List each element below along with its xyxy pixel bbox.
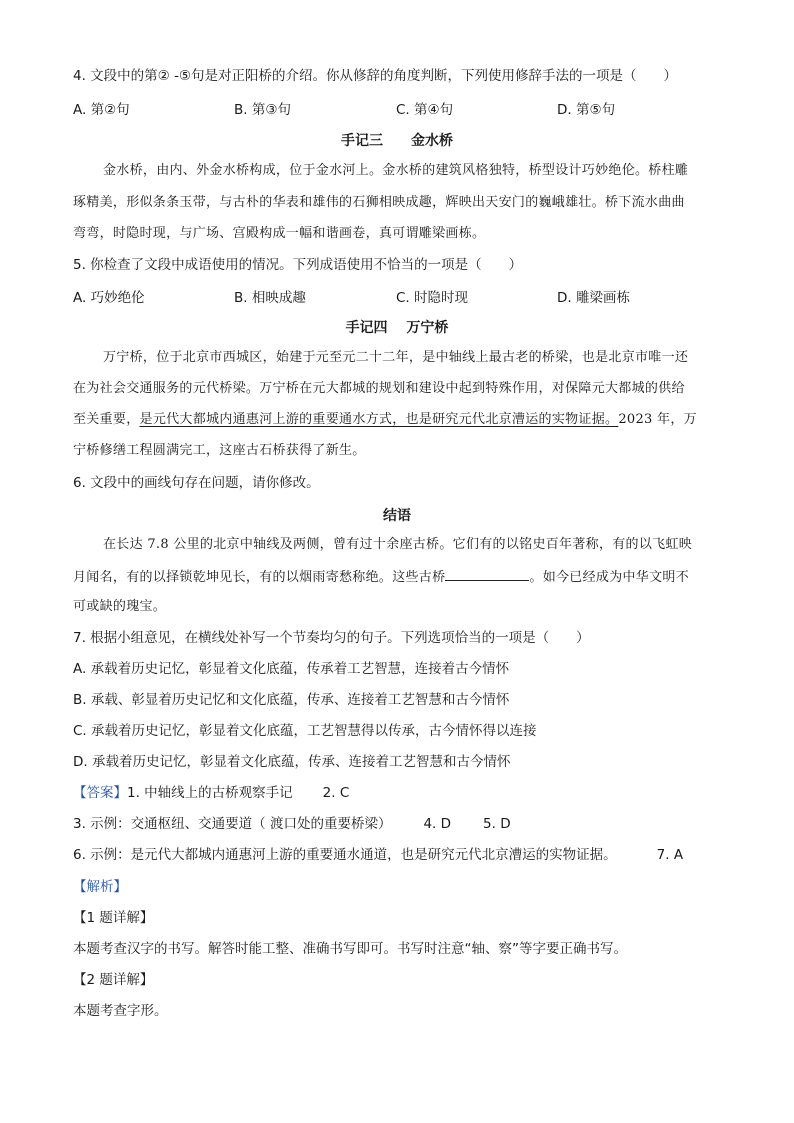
- answer-1: 1. 中轴线上的古桥观察手记: [127, 785, 293, 801]
- fill-blank-line: [445, 566, 529, 581]
- q4-stem: 4. 文段中的第② -⑤句是对正阳桥的介绍。你从修辞的角度判断，下列使用修辞手法的一项是（ ）: [73, 68, 678, 84]
- q4-option-a: A. 第②句: [73, 102, 130, 118]
- q5-option-b: B. 相映成趣: [234, 290, 306, 306]
- q7-stem: 7. 根据小组意见，在横线处补写一个节奏均匀的句子。下列选项恰当的一项是（ ）: [73, 630, 590, 646]
- q4-option-c: C. 第④句: [396, 102, 454, 118]
- q4-option-d: D. 第⑤句: [557, 102, 616, 118]
- conclusion-heading: 结语: [383, 508, 411, 524]
- conclusion-line-3: 可或缺的瑰宝。: [73, 599, 167, 614]
- answer-label: 【答案】: [73, 785, 127, 801]
- q7-option-c: C. 承载着历史记忆，彰显着文化底蕴，工艺智慧得以传承，古今情怀得以连接: [73, 723, 537, 739]
- note4-line-2: 在为社会交通服务的元代桥梁。万宁桥在元大都城的规划和建设中起到特殊作用，对保障元大都城的供给: [73, 381, 685, 396]
- conclusion-line-2-suffix: 。如今已经成为中华文明不: [529, 570, 690, 585]
- answer-4: 4. D: [423, 816, 452, 832]
- q5-option-a: A. 巧妙绝伦: [73, 290, 145, 306]
- q5-option-d: D. 雕梁画栋: [557, 290, 630, 306]
- answer-7: 7. A: [656, 847, 684, 863]
- note3-heading: 手记三 金水桥: [341, 133, 453, 149]
- answer-row-2: [73, 814, 511, 834]
- note4-line-1: 万宁桥，位于北京市西城区，始建于元至元二十二年，是中轴线上最古老的桥梁，也是北京市唯一还: [103, 350, 689, 365]
- note4-heading: 手记四 万宁桥: [345, 320, 449, 336]
- underlined-sentence: 是元代大都城内通惠河上游的重要通水方式，也是研究元代北京漕运的实物证据。: [139, 412, 619, 427]
- answer-2: 2. C: [322, 785, 350, 801]
- answer-row-1: [73, 783, 349, 803]
- conclusion-line-2: [73, 566, 689, 588]
- q5-stem: 5. 你检查了文段中成语使用的情况。下列成语使用不恰当的一项是（ ）: [73, 257, 523, 273]
- q6-stem: 6. 文段中的画线句存在问题，请你修改。: [73, 475, 320, 491]
- detail-1-heading: 【1 题详解】: [73, 910, 154, 926]
- analysis-label: 【解析】: [73, 879, 127, 895]
- q7-option-d: D. 承载着历史记忆，彰显着文化底蕴，传承、连接着工艺智慧和古今情怀: [73, 754, 511, 770]
- detail-1-text: 本题考查汉字的书写。解答时能工整、准确书写即可。书写时注意“轴、察”等字要正确书写。: [73, 941, 627, 957]
- note4-line-3-suffix: 2023 年，万: [618, 412, 697, 427]
- note4-line-3: [73, 410, 697, 430]
- note4-line-4: 宁桥修缮工程圆满完工，这座古石桥获得了新生。: [73, 443, 366, 458]
- note3-line-3: 弯弯，时隐时现，与广场、宫殿构成一幅和谐画卷，真可谓雕梁画栋。: [73, 226, 486, 241]
- q7-option-a: A. 承载着历史记忆，彰显着文化底蕴，传承着工艺智慧，连接着古今情怀: [73, 661, 510, 677]
- answer-row-3: [73, 845, 683, 865]
- note3-line-1: 金水桥，由内、外金水桥构成，位于金水河上。金水桥的建筑风格独特，桥型设计巧妙绝伦。桥柱雕: [103, 163, 689, 178]
- conclusion-line-1: 在长达 7.8 公里的北京中轴线及两侧，曾有过十余座古桥。它们有的以铭史百年著称，有的以飞虹映: [103, 537, 693, 552]
- note3-line-2: 琢精美，形似条条玉带，与古朴的华表和雄伟的石狮相映成趣，辉映出天安门的巍峨雄壮。桥下流水曲曲: [73, 195, 685, 210]
- detail-2-heading: 【2 题详解】: [73, 972, 154, 988]
- q7-option-b: B. 承载、彰显着历史记忆和文化底蕴，传承、连接着工艺智慧和古今情怀: [73, 692, 510, 708]
- note4-line-3-prefix: 至关重要，: [73, 412, 140, 427]
- detail-2-text: 本题考查字形。: [73, 1003, 168, 1019]
- answer-3: 3. 示例：交通枢纽、交通要道（ 渡口处的重要桥梁）: [73, 816, 392, 832]
- q4-option-b: B. 第③句: [234, 102, 291, 118]
- answer-6: 6. 示例：是元代大都城内通惠河上游的重要通水通道，也是研究元代北京漕运的实物证据。: [73, 847, 617, 863]
- conclusion-line-2-prefix: 月闻名，有的以择锁乾坤见长，有的以烟雨寄愁称绝。这些古桥: [73, 570, 446, 585]
- q5-option-c: C. 时隐时现: [396, 290, 469, 306]
- answer-5: 5. D: [483, 816, 511, 832]
